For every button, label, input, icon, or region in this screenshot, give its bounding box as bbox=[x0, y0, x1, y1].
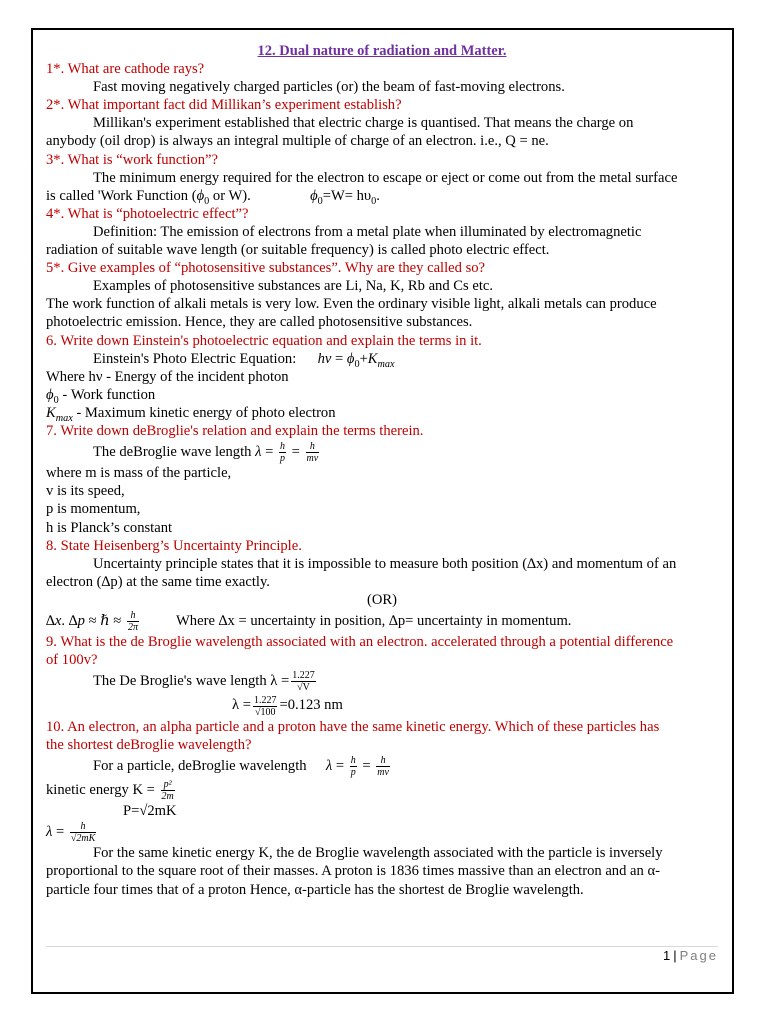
question-9-line-1: 9. What is the de Broglie wavelength associated with an electron. accelerated through a potential difference bbox=[46, 634, 674, 651]
question-3: 3*. What is “work function”? bbox=[46, 151, 218, 168]
document-body bbox=[46, 42, 718, 899]
answer-8-line-1: Uncertainty principle states that it is impossible to measure both position (∆x) and momentum of an bbox=[93, 555, 677, 572]
m-definition: where m is mass of the particle, bbox=[46, 465, 232, 482]
question-7: 7. Write down deBroglie's relation and explain the terms therein. bbox=[46, 422, 424, 439]
question-2: 2*. What important fact did Millikan’s experiment establish? bbox=[46, 97, 402, 114]
answer-10-line-2: proportional to the square root of their masses. A proton is 1836 times massive than an electron and an α- bbox=[46, 863, 660, 880]
question-1: 1*. What are cathode rays? bbox=[46, 61, 205, 78]
page-title: 12. Dual nature of radiation and Matter. bbox=[257, 43, 507, 59]
de-broglie-calculation: λ = $\frac{1.227}{√100}$ =0.123 nm bbox=[232, 694, 343, 718]
footer-divider bbox=[46, 946, 718, 947]
question-5: 5*. Give examples of “photosensitive substances”. Why are they called so? bbox=[46, 260, 486, 277]
answer-4-line-1: Definition: The emission of electrons from a metal plate when illuminated by electromagnetic bbox=[93, 223, 642, 240]
de-broglie-electron-formula: The De Broglie's wave length λ = $\frac{1.227}{√V}$ bbox=[93, 670, 315, 694]
or-separator: (OR) bbox=[367, 591, 397, 608]
momentum-formula: P=√2mK bbox=[123, 803, 177, 820]
question-9-line-2: of 100v? bbox=[46, 652, 98, 669]
page-number: 1 bbox=[663, 948, 671, 963]
question-4: 4*. What is “photoelectric effect”? bbox=[46, 205, 249, 222]
v-definition: v is its speed, bbox=[46, 483, 125, 500]
answer-4-line-2: radiation of suitable wave length (or suitable frequency) is called photo electric effect. bbox=[46, 242, 550, 259]
question-10-line-2: the shortest deBroglie wavelength? bbox=[46, 736, 252, 753]
question-10-line-1: 10. An electron, an alpha particle and a proton have the same kinetic energy. Which of these particles has bbox=[46, 718, 660, 735]
particle-wavelength: For a particle, deBroglie wavelength λ = $\frac{h}{p}$ = $\frac{h}{mv}$ bbox=[93, 754, 389, 778]
debroglie-relation: The deBroglie wave length λ = $\frac{h}{p}$ = $\frac{h}{mv}$ bbox=[93, 441, 319, 465]
answer-10-line-1: For the same kinetic energy K, the de Broglie wavelength associated with the particle is inversely bbox=[93, 845, 663, 862]
answer-3-line-1: The minimum energy required for the electron to escape or eject or come out from the metal surface bbox=[93, 169, 678, 186]
kinetic-energy-formula: kinetic energy K = $\frac{\text{p²}}{2m}$ bbox=[46, 779, 174, 803]
page-label: Page bbox=[679, 948, 718, 963]
answer-10-line-3: particle four times that of a proton Hence, α-particle has the shortest de Broglie wavelength. bbox=[46, 881, 584, 898]
kmax-definition: $K_{max}$ - Maximum kinetic energy of photo electron bbox=[46, 404, 336, 424]
answer-5-line-3: photoelectric emission. Hence, they are called photosensitive substances. bbox=[46, 314, 473, 331]
phi-definition: $\phi_0$ - Work function bbox=[46, 386, 156, 406]
question-6: 6. Write down Einstein's photoelectric equation and explain the terms in it. bbox=[46, 332, 482, 349]
answer-8-line-2: electron (∆p) at the same time exactly. bbox=[46, 573, 270, 590]
answer-2-line-1: Millikan's experiment established that electric charge is quantised. That means the charge on bbox=[93, 115, 634, 132]
answer-3-line-2: is called 'Work Function ($\phi_0$ or W). $\phi_0=W= h\upsilon_0$. bbox=[46, 187, 380, 207]
uncertainty-formula: ∆x. ∆p ≈ ℏ ≈ $\frac{h}{2\pi}$ Where ∆x = uncertainty in position, ∆p= uncertainty in momentum. bbox=[46, 610, 572, 634]
work-function-formula: $\phi_0=W= h\upsilon_0$. bbox=[310, 187, 380, 207]
answer-1: Fast moving negatively charged particles (or) the beam of fast-moving electrons. bbox=[93, 79, 565, 96]
answer-2-line-2: anybody (oil drop) is always an integral multiple of charge of an electron. i.e., Q = ne. bbox=[46, 133, 549, 150]
hv-definition: Where hν - Energy of the incident photon bbox=[46, 368, 289, 385]
question-8: 8. State Heisenberg’s Uncertainty Principle. bbox=[46, 537, 302, 554]
p-definition: p is momentum, bbox=[46, 501, 141, 518]
answer-5-line-1: Examples of photosensitive substances are Li, Na, K, Rb and Cs etc. bbox=[93, 278, 494, 295]
lambda-formula: λ = $\frac{h}{√2mK}$ bbox=[46, 821, 96, 845]
einstein-equation: Einstein's Photo Electric Equation: $h\nu = \phi_0+K_{max}$ bbox=[93, 350, 395, 370]
answer-5-line-2: The work function of alkali metals is very low. Even the ordinary visible light, alkali metals can produce bbox=[46, 296, 657, 313]
page-footer: 1 | Page bbox=[663, 948, 718, 963]
h-definition: h is Planck’s constant bbox=[46, 519, 173, 536]
